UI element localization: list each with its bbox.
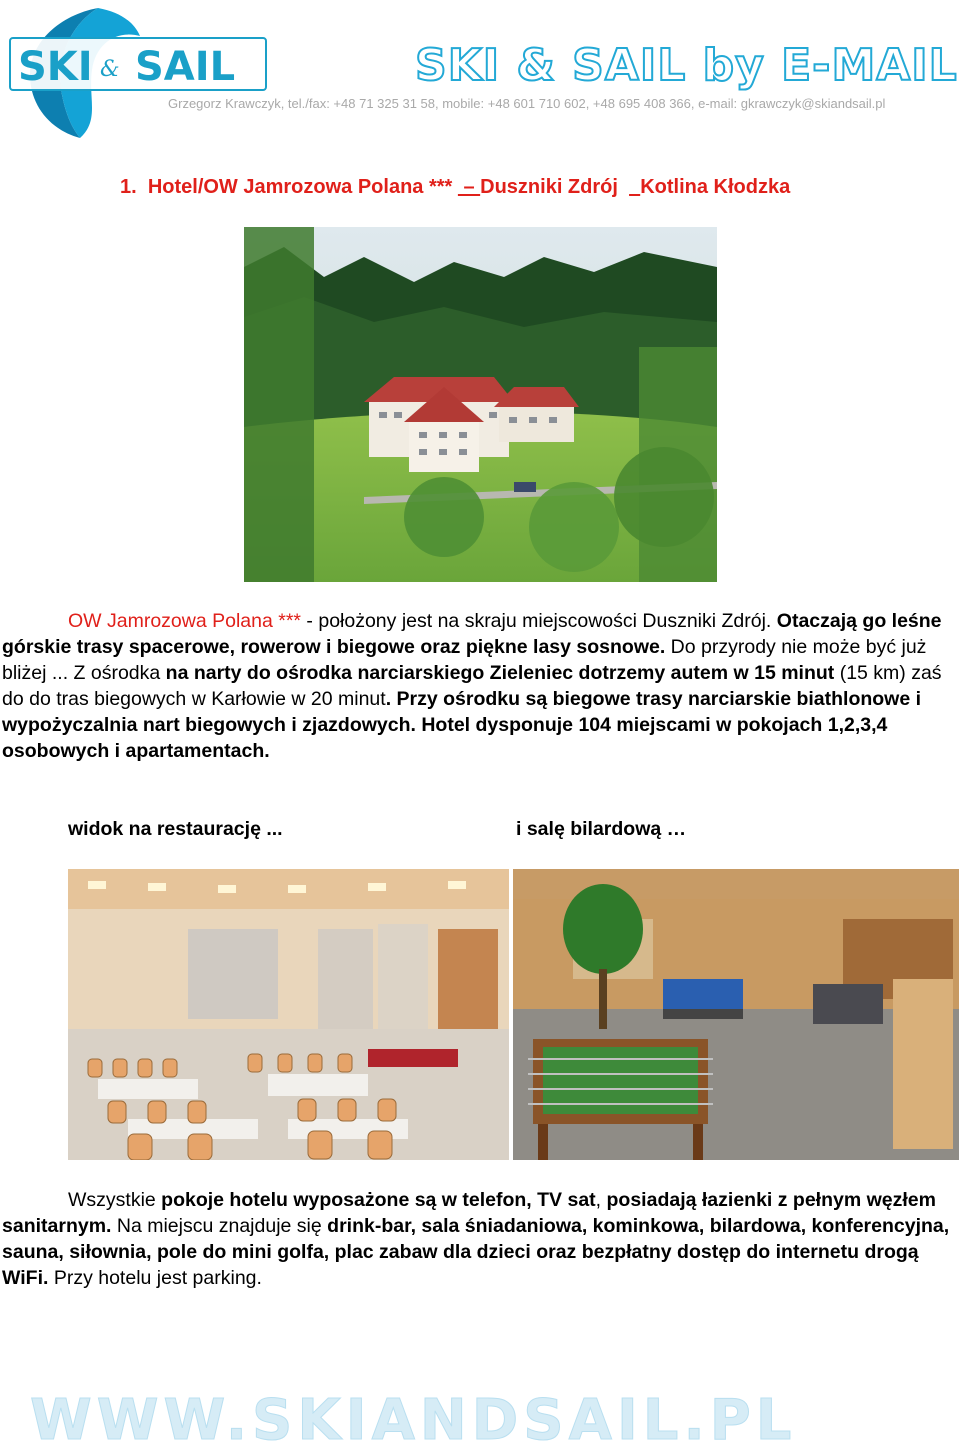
heading-region: Kotlina Kłodzka <box>640 176 791 198</box>
amenities-a2: pokoje hotelu wyposażone są w telefon, TV sat <box>161 1189 596 1211</box>
amenities-a6: drink-bar, sala śniadaniowa, kominkowa, bilardowa, konferencyjna, sauna, siłownia, pole do mini golfa, plac zabaw dla dzieci oraz bezpłatny dostęp do internetu drogą WiFi. <box>2 1215 950 1289</box>
description-s1: - położony jest na skraju miejscowości Duszniki Zdrój. <box>301 610 772 632</box>
heading-location: Duszniki Zdrój <box>480 176 618 198</box>
footer-url-watermark: WWW.SKIANDSAIL.PL <box>30 1388 797 1453</box>
description-s6: . Przy ośrodku są biegowe trasy narciarskie biathlonowe i wypożyczalnia nart biegowych i zjazdowych. Hotel dysponuje 104 miejscami w pokojach 1,2,3,4 osobowych i apartamentach. <box>2 688 922 762</box>
hotel-exterior-photo <box>244 227 717 582</box>
hotel-name-lead: OW Jamrozowa Polana *** <box>68 610 302 632</box>
heading-hotel: Hotel/OW Jamrozowa Polana *** <box>147 176 453 198</box>
amenities-a5: Na miejscu znajduje się <box>111 1215 328 1237</box>
amenities-a4: posiadają łazienki z pełnym węzłem sanitarnym. <box>2 1189 936 1237</box>
amenities-a3: , <box>595 1189 607 1211</box>
description-s5: (15 km) zaś do do tras biegowych w Karłowie w 20 minut <box>2 662 942 710</box>
billiard-room-photo <box>513 869 959 1160</box>
svg-text:SAIL: SAIL <box>135 44 236 90</box>
amenities-paragraph <box>2 1187 957 1291</box>
brand-title: SKI & SAIL by E-MAIL <box>415 40 958 91</box>
contact-line: Grzegorz Krawczyk, tel./fax: +48 71 325 31 58, mobile: +48 601 710 602, +48 695 408 366, e-mail: gkrawczyk@skiandsail.pl <box>168 96 886 111</box>
heading-number: 1. <box>120 176 137 198</box>
svg-text:&: & <box>100 57 120 82</box>
amenities-a7: Przy hotelu jest parking. <box>48 1267 262 1289</box>
description-s3: Do przyrody nie może być już bliżej ... Z ośrodka <box>2 636 927 684</box>
svg-text:SKI: SKI <box>18 44 93 90</box>
caption-billiard: i salę bilardową … <box>516 818 687 840</box>
caption-restaurant: widok na restaurację ... <box>68 818 283 840</box>
amenities-a1: Wszystkie <box>68 1189 162 1211</box>
description-s4: na narty do ośrodka narciarskiego Zieleniec dotrzemy autem w 15 minut <box>165 662 835 684</box>
ski-and-sail-logo <box>0 0 280 145</box>
restaurant-photo <box>68 869 509 1160</box>
hotel-description <box>2 608 957 764</box>
description-s2: Otaczają go leśne górskie trasy spacerowe, rowerow i biegowe oraz piękne lasy sosnowe. <box>2 610 942 658</box>
hotel-heading: 1. Hotel/OW Jamrozowa Polana *** – Duszniki Zdrój Kotlina Kłodzka <box>120 176 791 198</box>
